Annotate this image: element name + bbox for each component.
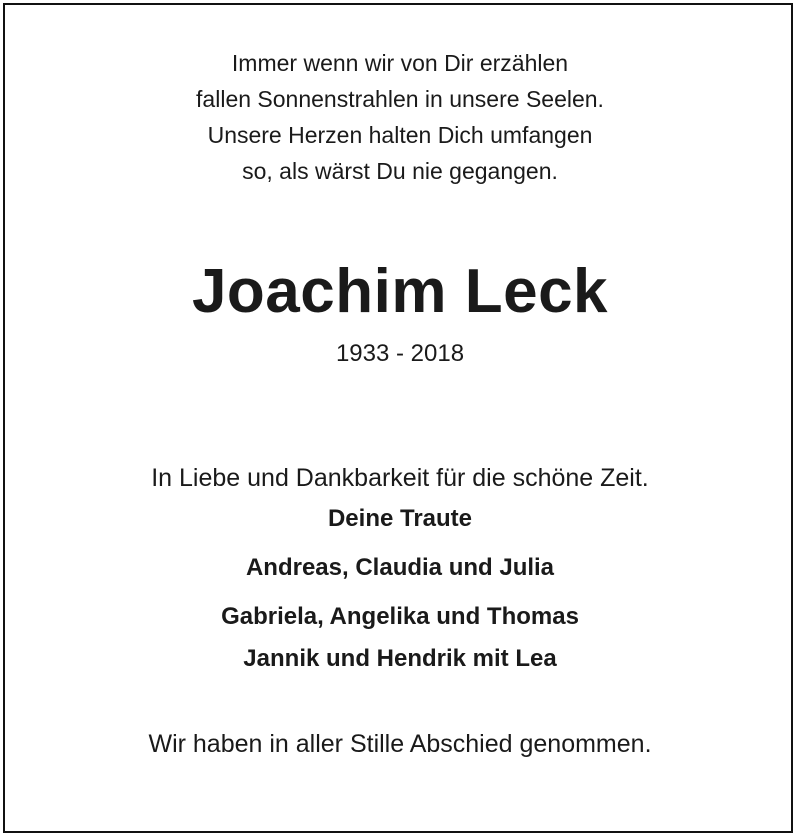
deceased-name: Joachim Leck — [191, 257, 609, 326]
life-dates: 1933 - 2018 — [335, 340, 465, 367]
poem-line-4: so, als wärst Du nie gegangen. — [242, 158, 558, 184]
family-line-1: Deine Traute — [327, 505, 473, 532]
closing-line: Wir haben in aller Stille Abschied genommen. — [148, 730, 652, 758]
family-line-4: Jannik und Hendrik mit Lea — [243, 645, 557, 672]
family-line-3: Gabriela, Angelika und Thomas — [221, 603, 579, 630]
family-line-2: Andreas, Claudia und Julia — [245, 554, 555, 581]
poem-line-3: Unsere Herzen halten Dich umfangen — [207, 122, 593, 148]
poem-line-1: Immer wenn wir von Dir erzählen — [231, 50, 569, 76]
poem-line-2: fallen Sonnenstrahlen in unsere Seelen. — [196, 86, 604, 112]
thanks-line: In Liebe und Dankbarkeit für die schöne Zeit. — [151, 464, 649, 492]
